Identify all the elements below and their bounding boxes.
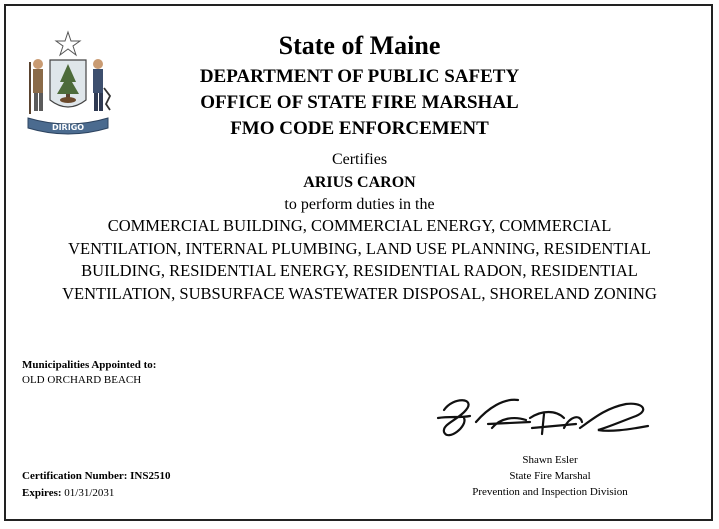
office-name: OFFICE OF STATE FIRE MARSHAL bbox=[200, 92, 519, 113]
municipalities-value: OLD ORCHARD BEACH bbox=[22, 374, 142, 386]
certification-number: INS2510 bbox=[130, 470, 171, 482]
certification-number-label: Certification Number: bbox=[22, 470, 128, 482]
expires-date: 01/31/2031 bbox=[64, 487, 115, 499]
signatory-title: State Fire Marshal bbox=[509, 470, 591, 482]
signatory-name: Shawn Esler bbox=[522, 454, 578, 466]
duties-list: COMMERCIAL BUILDING, COMMERCIAL ENERGY, COMMERCIAL VENTILATION, INTERNAL PLUMBING, LAND USE PLANNING, RESIDENTIAL BUILDING, RESIDENTIAL ENERGY, RESIDENTIAL RADON, RESIDENTIAL VENTILATION, SUBSURFACE WASTEWATER DISPOSAL, SHORELAND ZONING bbox=[62, 216, 657, 303]
expires-label: Expires: bbox=[22, 487, 62, 499]
department-name: DEPARTMENT OF PUBLIC SAFETY bbox=[199, 66, 520, 87]
division-name: FMO CODE ENFORCEMENT bbox=[230, 118, 489, 139]
signature-image bbox=[430, 388, 660, 444]
expiration-line bbox=[22, 487, 114, 499]
seal-motto: DIRIGO bbox=[51, 123, 85, 132]
signatory-division: Prevention and Inspection Division bbox=[472, 486, 628, 498]
state-title: State of Maine bbox=[278, 31, 441, 60]
department-heading bbox=[0, 64, 719, 142]
perform-duties-text: to perform duties in the bbox=[284, 196, 435, 213]
certifies-text: Certifies bbox=[331, 151, 388, 168]
certificate-holder-name: ARIUS CARON bbox=[303, 174, 416, 191]
certification-number-line bbox=[22, 470, 170, 482]
signatory-block bbox=[450, 452, 650, 500]
municipalities-label: Municipalities Appointed to: bbox=[22, 359, 157, 371]
